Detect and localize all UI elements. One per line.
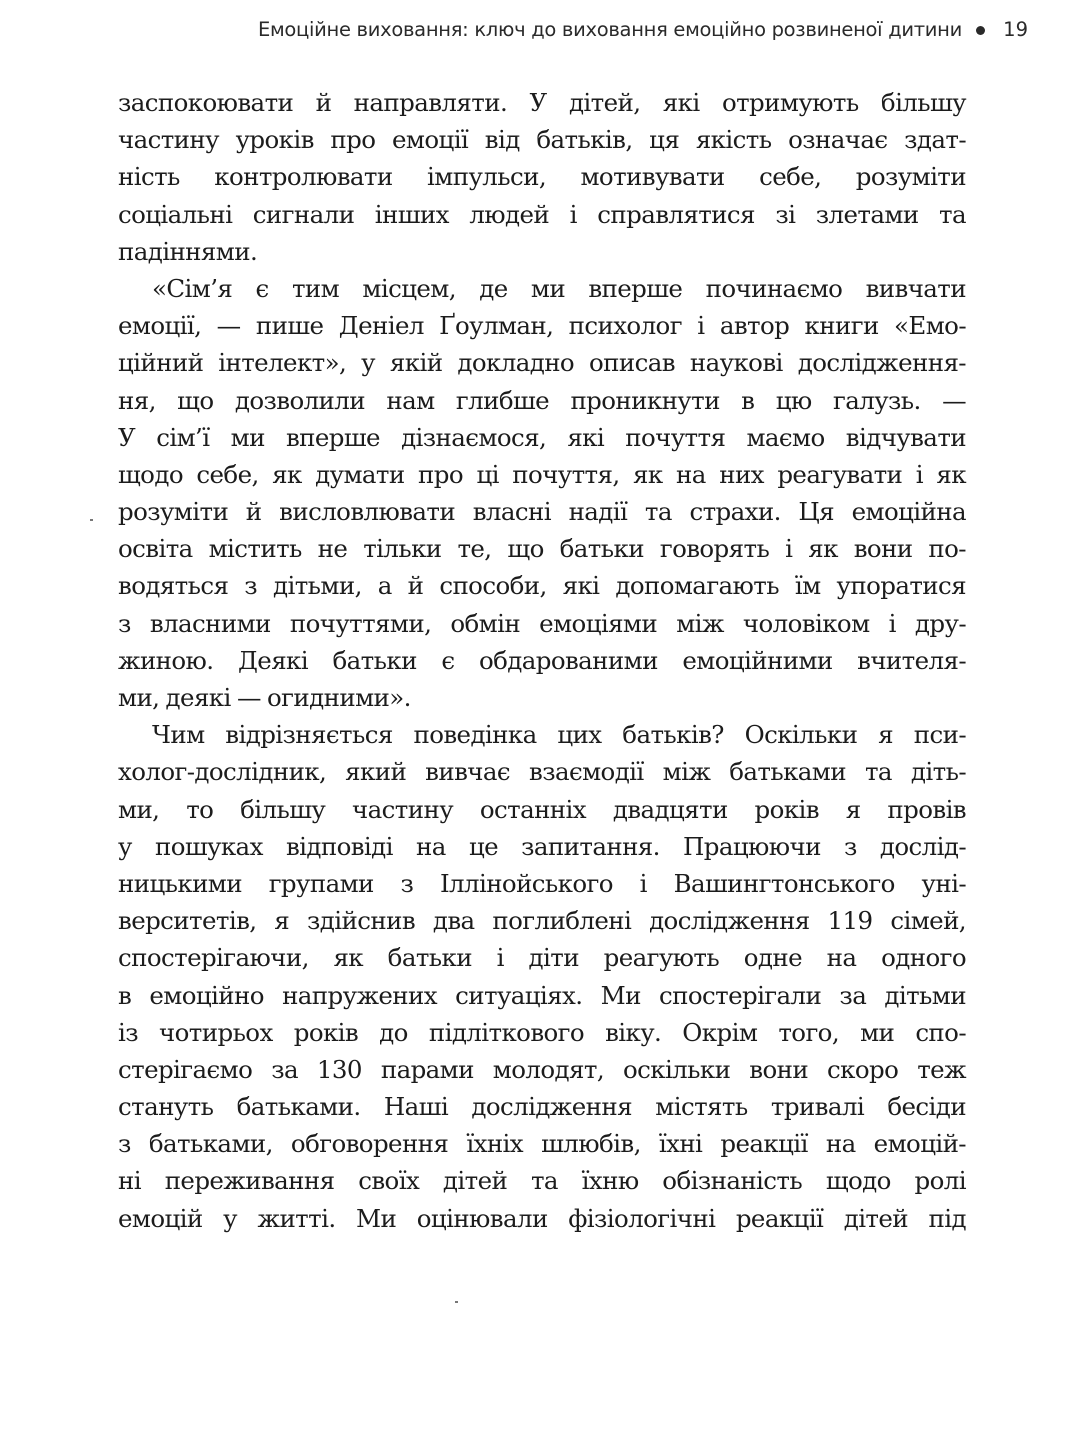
text-line: верситетів, я здійснив два поглиблені дослідження 119 сімей, bbox=[118, 906, 966, 936]
text-line: стануть батьками. Наші дослідження містять тривалі бесіди bbox=[118, 1092, 966, 1122]
text-line: У сім’ї ми вперше дізнаємося, які почуття маємо відчувати bbox=[118, 422, 966, 452]
text-line: щодо себе, як думати про ці почуття, як на них реагувати і як bbox=[118, 459, 966, 489]
running-title: Емоційне виховання: ключ до виховання емоційно розвиненої дитини bbox=[257, 18, 962, 41]
text-line: ційний інтелект», у якій докладно описав наукові дослідження- bbox=[118, 348, 966, 378]
paragraph-first-line: «Сім’я є тим місцем, де ми вперше починаємо вивчати bbox=[152, 273, 966, 303]
scan-speck bbox=[90, 519, 93, 521]
text-line: заспокоювати й направляти. У дітей, які отримують більшу bbox=[118, 88, 966, 117]
text-line: в емоційно напружених ситуаціях. Ми спостерігали за дітьми bbox=[118, 980, 966, 1010]
text-line: освіта містить не тільки те, що батьки говорять і як вони по- bbox=[118, 534, 966, 564]
text-line: ня, що дозволили нам глибше проникнути в цю галузь. — bbox=[118, 385, 966, 415]
text-line: жиною. Деякі батьки є обдарованими емоційними вчителя- bbox=[118, 645, 966, 675]
text-line: ні переживання своїх дітей та їхню обізнаність щодо ролі bbox=[118, 1166, 966, 1196]
text-line: розуміти й висловлювати власні надії та страхи. Ця емоційна bbox=[118, 497, 966, 527]
text-line: ми, то більшу частину останніх двадцяти років я провів bbox=[118, 794, 966, 824]
text-line: емоцій у житті. Ми оцінювали фізіологічні реакції дітей під bbox=[118, 1203, 966, 1233]
text-line: із чотирьох років до підліткового віку. Окрім того, ми спо- bbox=[118, 1017, 966, 1047]
text-line: у пошуках відповіді на це запитання. Працюючи з дослід- bbox=[118, 831, 966, 861]
text-line: спостерігаючи, як батьки і діти реагують одне на одного bbox=[118, 943, 966, 973]
text-line: соціальні сигнали інших людей і справлятися зі злетами та bbox=[118, 199, 966, 229]
text-line: ми, деякі — огидними». bbox=[118, 683, 411, 712]
text-line: з власними почуттями, обмін емоціями між чоловіком і дру- bbox=[118, 608, 966, 638]
text-line: частину уроків про емоції від батьків, ця якість означає здат- bbox=[118, 125, 966, 155]
running-header bbox=[0, 14, 1080, 54]
text-line: стерігаємо за 130 парами молодят, оскільки вони скоро теж bbox=[118, 1054, 966, 1084]
bullet-separator-icon bbox=[976, 26, 985, 35]
text-line: холог-дослідник, який вивчає взаємодії між батьками та діть- bbox=[118, 757, 966, 787]
text-line: водяться з дітьми, а й способи, які допомагають їм упоратися bbox=[118, 571, 966, 601]
page-number: 19 bbox=[1003, 18, 1028, 41]
paragraph-first-line: Чим відрізняється поведінка цих батьків? Оскільки я пси- bbox=[152, 720, 966, 750]
body-text bbox=[118, 84, 966, 1237]
text-line: емоції, — пише Деніел Ґоулман, психолог і автор книги «Емо- bbox=[118, 311, 966, 341]
text-line: ницькими групами з Іллінойського і Вашингтонського уні- bbox=[118, 868, 966, 898]
text-line: з батьками, обговорення їхніх шлюбів, їхні реакції на емоцій- bbox=[118, 1129, 966, 1159]
scan-speck bbox=[455, 1301, 458, 1303]
text-line: ність контролювати імпульси, мотивувати себе, розуміти bbox=[118, 162, 966, 192]
text-line: падіннями. bbox=[118, 236, 258, 266]
